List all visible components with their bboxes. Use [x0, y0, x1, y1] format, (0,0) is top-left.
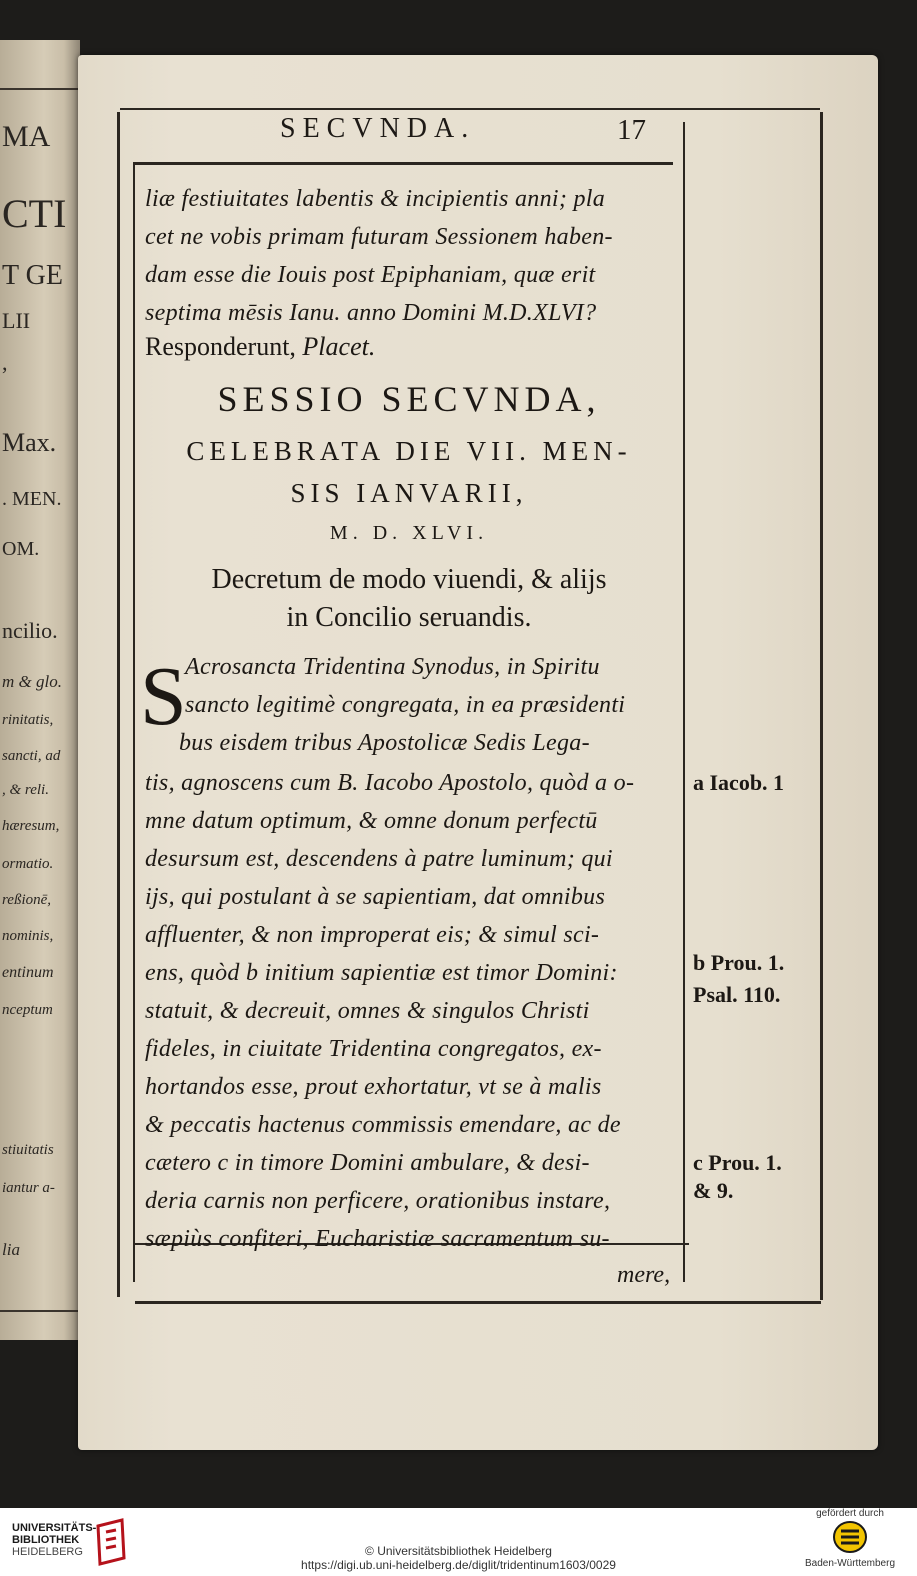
- body-line: tis, agnoscens cum B. Iacobo Apostolo, quòd a o-: [145, 770, 635, 796]
- body-line: cætero c in timore Domini ambulare, & desi-: [145, 1150, 590, 1176]
- body-line: hortandos esse, prout exhortatur, vt se à malis: [145, 1074, 602, 1100]
- body-line: ijs, qui postulant à se sapientiam, dat omnibus: [145, 884, 606, 910]
- body-line: affluenter, & non improperat eis; & simul sci-: [145, 922, 600, 948]
- responderunt-text: Responderunt,: [145, 332, 303, 361]
- facing-page-fragment: hæresum,: [2, 818, 60, 834]
- decree-title-1: Decretum de modo viuendi, & alijs: [211, 564, 607, 595]
- running-head: SECVNDA.: [280, 113, 476, 144]
- baden-wuerttemberg-crest-icon: [833, 1520, 867, 1554]
- copyright-text: © Universitätsbibliothek Heidelberg: [365, 1544, 552, 1558]
- marginal-note: Psal. 110.: [693, 982, 781, 1007]
- viewer-footer: [0, 1508, 917, 1576]
- frame-rule-bottom: [135, 1301, 821, 1304]
- facing-page-fragment: iantur a-: [2, 1180, 55, 1196]
- facing-page-fragment: reßionē,: [2, 892, 52, 908]
- body-line: sancto legitimè congregata, in ea præsidenti: [185, 692, 626, 718]
- facing-page-fragment: ,: [2, 350, 8, 375]
- facing-page-fragment: rinitatis,: [2, 712, 54, 728]
- frame-rule-left: [117, 112, 120, 1297]
- facing-page-fragment: OM.: [2, 538, 40, 560]
- body-line: & peccatis hactenus commissis emendare, ac de: [145, 1112, 621, 1138]
- body-line: Acrosancta Tridentina Synodus, in Spiritu: [185, 654, 600, 680]
- facing-page-fragment: nominis,: [2, 928, 54, 944]
- text-line: liæ festiuitates labentis & incipientis anni; pla: [145, 186, 606, 212]
- facing-page-fragment: stiuitatis: [2, 1142, 54, 1158]
- facing-page-fragment: entinum: [2, 964, 54, 981]
- marginal-note: b Prou. 1.: [693, 950, 785, 975]
- body-line: bus eisdem tribus Apostolicæ Sedis Lega-: [179, 730, 590, 756]
- state-label: Baden-Württemberg: [804, 1558, 896, 1569]
- facing-page-fragment: . MEN.: [2, 488, 62, 510]
- body-line: deria carnis non perficere, orationibus instare,: [145, 1188, 611, 1214]
- body-line: desursum est, descendens à patre luminum; qui: [145, 846, 613, 872]
- facing-page-fragment: Max.: [2, 428, 57, 457]
- session-title: SESSIO SECVNDA,: [217, 379, 601, 419]
- session-date: M. D. XLVI.: [329, 522, 489, 544]
- facing-page-rule: [0, 88, 80, 90]
- facing-page-edge: [0, 40, 80, 1340]
- funded-by-label: gefördert durch: [816, 1508, 884, 1519]
- body-line: sæpiùs confiteri, Eucharistiæ sacramentum su-: [145, 1226, 610, 1252]
- facing-page-fragment: T GE: [2, 260, 63, 291]
- responderunt-line: [145, 332, 685, 362]
- facing-page-fragment: lia: [2, 1240, 20, 1259]
- marginal-note: a Iacob. 1: [693, 770, 785, 795]
- catchword: mere,: [617, 1262, 671, 1288]
- marginal-note: & 9.: [693, 1178, 734, 1203]
- text-line: septima mēsis Ianu. anno Domini M.D.XLVI?: [145, 300, 597, 326]
- text-block-rule-left: [133, 162, 135, 1282]
- frame-rule-right: [820, 112, 823, 1300]
- library-name-2: BIBLIOTHEK: [12, 1534, 80, 1546]
- session-subtitle-1: CELEBRATA DIE VII. MEN-: [186, 436, 632, 466]
- text-line: cet ne vobis primam futuram Sessionem haben-: [145, 224, 613, 250]
- page-number: 17: [617, 114, 646, 146]
- text-line: dam esse die Iouis post Epiphaniam, quæ erit: [145, 262, 596, 288]
- permalink[interactable]: https://digi.ub.uni-heidelberg.de/diglit/tridentinum1603/0029: [301, 1558, 616, 1572]
- drop-capital: S: [140, 650, 187, 743]
- marginal-note: c Prou. 1.: [693, 1150, 782, 1175]
- text-block-rule-right: [683, 122, 685, 1282]
- facing-page-fragment: sancti, ad: [2, 748, 61, 764]
- header-rule: [133, 162, 673, 165]
- body-line: ens, quòd b initium sapientiæ est timor Domini:: [145, 960, 618, 986]
- body-line: fideles, in ciuitate Tridentina congregatos, ex-: [145, 1036, 602, 1062]
- session-subtitle-2: SIS IANVARII,: [290, 478, 528, 508]
- body-line: statuit, & decreuit, omnes & singulos Christi: [145, 998, 590, 1024]
- facing-page-fragment: nceptum: [2, 1002, 53, 1018]
- placet-text: Placet.: [302, 332, 376, 361]
- library-name-3: HEIDELBERG: [12, 1546, 83, 1558]
- decree-title-2: in Concilio seruandis.: [286, 602, 532, 633]
- facing-page-fragment: MA: [2, 120, 51, 153]
- facing-page-rule: [0, 1310, 80, 1312]
- facing-page-fragment: ncilio.: [2, 618, 58, 643]
- facing-page-fragment: LII: [2, 308, 31, 333]
- facing-page-fragment: ormatio.: [2, 856, 54, 872]
- body-line: mne datum optimum, & omne donum perfectū: [145, 808, 598, 834]
- facing-page-fragment: m & glo.: [2, 672, 62, 691]
- facing-page-fragment: , & reli.: [2, 782, 49, 798]
- frame-rule-top: [120, 108, 820, 110]
- facing-page-fragment: CTI: [2, 191, 67, 236]
- library-name-1: UNIVERSITÄTS-: [12, 1522, 97, 1534]
